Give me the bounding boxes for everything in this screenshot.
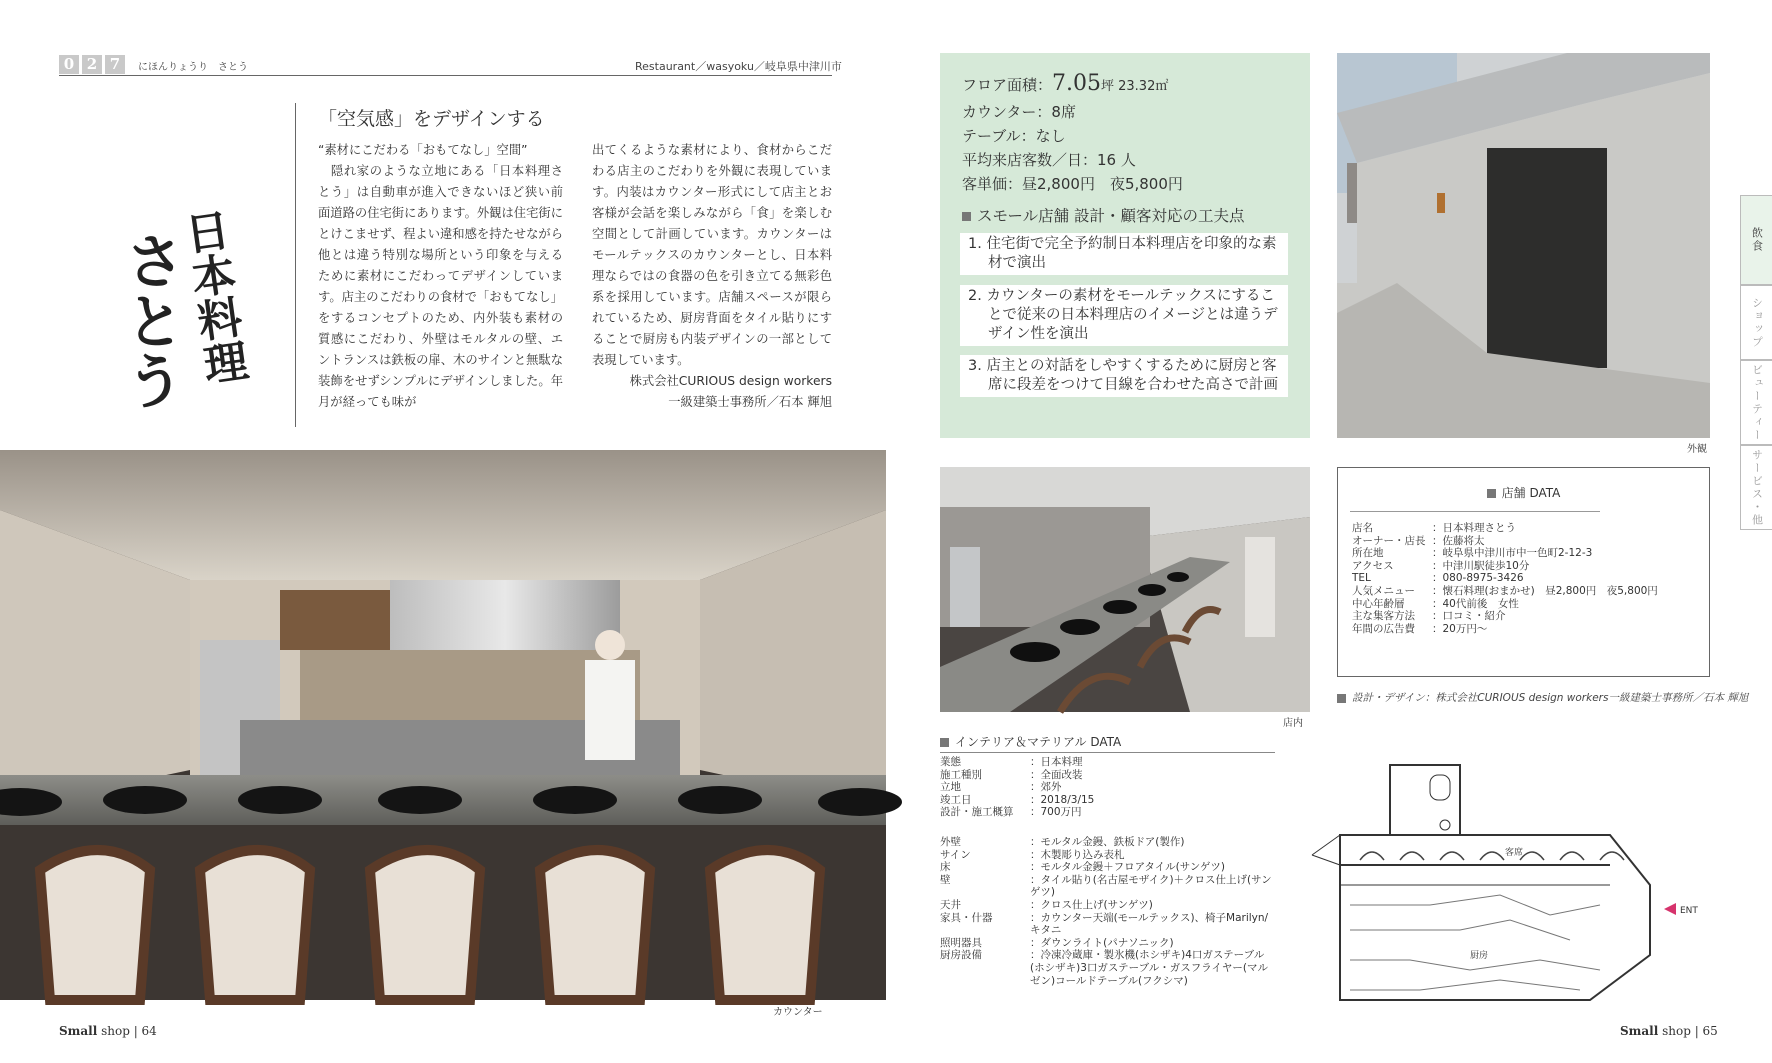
article-body: 出てくるような素材により、食材からこだわる店主のこだわりを外観に表現しています。内装はカウンター形式にして店主とお客様が会話を楽しみながら「食」を楽しむ空間として計画しています。カウンターはモールテックスのカウンターとし、日本料理ならではの食器の色を引き立てる無彩色系を採用しています。店舗スペースが限られているため、厨房背面をタイル貼りにすることで厨房も内装デザインの一部として表現しています。	[592, 143, 832, 367]
table-row: アクセス ：中津川駅徒歩10分	[1352, 559, 1530, 572]
table-row: 照明器具 ：ダウンライト(パナソニック)	[940, 936, 1174, 949]
header-category: Restaurant／wasyoku／岐阜県中津川市	[635, 60, 842, 73]
table-row: オーナー・店長 ：佐藤将太	[1352, 534, 1485, 547]
interior-photo	[940, 467, 1310, 712]
table-row: 所在地 ：岐阜県中津川市中一色町2-12-3	[1352, 547, 1593, 560]
table-row: 人気メニュー ：懐石料理(おまかせ) 昼2,800円 夜5,800円	[1352, 584, 1658, 597]
exterior-photo	[1337, 53, 1710, 438]
logo-divider	[295, 103, 296, 427]
interior-data-title: インテリア＆マテリアル DATA	[940, 733, 1121, 750]
plan-entrance-label: ENT	[1680, 906, 1698, 916]
counter-caption: カウンター	[773, 1007, 823, 1018]
table-row: 床 ：モルタル金鏝＋フロアタイル(サンゲツ)	[940, 861, 1225, 874]
table-row: 天井 ：クロス仕上げ(サンゲツ)	[940, 898, 1153, 911]
table-row: 設計・施工概算 ：700万円	[940, 806, 1082, 819]
floor-area-value: 7.05	[1052, 71, 1101, 96]
article-column-1	[318, 140, 563, 413]
table-row: 業態 ：日本料理	[940, 756, 1083, 768]
table-row: TEL ：080-8975-3426	[1352, 572, 1524, 585]
table-row: 施工種別 ：全面改装	[940, 768, 1083, 781]
square-bullet-icon	[962, 212, 971, 221]
footer-right	[1620, 1024, 1718, 1038]
feature-item: 3. 店主との対話をしやすくするために厨房と客席に段差をつけて目線を合わせた高さで計画	[960, 355, 1288, 397]
page-number-digit: 2	[82, 55, 102, 74]
table-row: 主な集客方法 ：口コミ・紹介	[1352, 610, 1506, 623]
average-visitors: 平均来店客数／日：16 人	[962, 151, 1136, 169]
entrance-arrow-icon	[1664, 903, 1676, 915]
page-number-digit: 7	[105, 55, 125, 74]
table-seats: テーブル：なし	[962, 127, 1066, 145]
article-credit: 一級建築士事務所／石本 輝旭	[668, 395, 832, 409]
page-number-box	[59, 55, 125, 74]
features-title: スモール店舗 設計・顧客対応の工夫点	[962, 205, 1245, 229]
floor-area-unit: 坪 23.32㎡	[1101, 79, 1169, 94]
interior-data-table-2	[940, 836, 1280, 987]
article-lead: “素材にこだわる「おもてなし」空間”	[318, 143, 528, 157]
header-rule	[59, 75, 832, 76]
footer-brand-bold: Small	[59, 1024, 98, 1038]
feature-item: 1. 住宅街で完全予約制日本料理店を印象的な素材で演出	[960, 233, 1288, 275]
plan-seat-label: 客席	[1505, 848, 1524, 858]
header-reading: にほんりょうり さとう	[138, 62, 248, 73]
store-data-rule	[1350, 511, 1600, 512]
article-headline: 「空気感」をデザインする	[318, 108, 545, 130]
table-row: サイン ：木製彫り込み表札	[940, 848, 1125, 861]
footer-page: shop | 64	[97, 1024, 157, 1038]
plan-kitchen-label: 厨房	[1470, 951, 1489, 961]
interior-caption: 店内	[1283, 718, 1303, 729]
square-bullet-icon	[1337, 694, 1346, 703]
interior-data-table-1	[940, 756, 1280, 819]
unit-price: 客単価：昼2,800円 夜5,800円	[962, 175, 1183, 193]
footer-left	[59, 1024, 157, 1038]
feature-item: 2. カウンターの素材をモールテックスにすることで従来の日本料理店のイメージとは違うデザイン性を演出	[960, 285, 1288, 346]
counter-photo	[0, 450, 886, 1000]
store-data-table	[1352, 522, 1662, 635]
svg-text:さとう: さとう	[115, 230, 185, 410]
side-tab-service[interactable]: サービス・他	[1740, 445, 1772, 530]
page-number-digit: 0	[59, 55, 79, 74]
interior-data-rule	[940, 752, 1275, 753]
design-credit: 設計・デザイン：株式会社CURIOUS design workers一級建築士事務所／石本 輝旭	[1337, 690, 1748, 705]
article-column-2	[592, 140, 832, 413]
side-tab-food[interactable]: 飲食	[1740, 195, 1772, 285]
footer-brand-bold: Small	[1620, 1024, 1659, 1038]
svg-text:日本料理: 日本料理	[174, 206, 250, 388]
table-row: 店名 ：日本料理さとう	[1352, 522, 1516, 534]
square-bullet-icon	[940, 738, 949, 747]
floor-area-label: フロア面積：	[962, 76, 1053, 94]
counter-seats: カウンター：8席	[962, 103, 1076, 121]
square-bullet-icon	[1487, 489, 1496, 498]
table-row: 壁 ：タイル貼り(名古屋モザイク)＋クロス仕上げ(サンゲツ)	[940, 873, 1272, 899]
article-body: 隠れ家のような立地にある「日本料理さとう」は自動車が進入できないほど狭い前面道路の住宅街にあります。外観は住宅街にとけこませず、程よい違和感を持たせながら他とは違う特別な場所という印象を与えるために素材にこだわってデザインしています。店主のこだわりの食材で「おもてなし」をするコンセプトのため、内外装も素材の質感にこだわり、外壁はモルタルの壁、エントランスは鉄板の扉、木のサインと無駄な装飾をせずシンプルにデザインしました。年月が経っても味が	[318, 164, 563, 409]
exterior-caption: 外観	[1687, 444, 1707, 455]
table-row: 立地 ：郊外	[940, 781, 1062, 794]
table-row: 家具・什器 ：カウンター天端(モールテックス)、椅子Marilyn/キタニ	[940, 911, 1269, 937]
footer-page: shop | 65	[1658, 1024, 1718, 1038]
table-row: 中心年齢層 ：40代前後 女性	[1352, 597, 1519, 610]
store-data-title: 店舗 DATA	[1338, 484, 1709, 501]
table-row: 外壁 ：モルタル金鏝、鉄板ドア(製作)	[940, 836, 1185, 848]
table-row: 厨房設備 ：冷凍冷蔵庫・製氷機(ホシザキ)4口ガステーブル(ホシザキ)3口ガステーブル・ガスフライヤー(マルゼン)コールドテーブル(フクシマ)	[940, 949, 1268, 987]
side-tab-shop[interactable]: ショップ	[1740, 285, 1772, 360]
floor-area	[962, 72, 1168, 99]
store-data-box	[1337, 467, 1710, 677]
shop-logo	[110, 150, 250, 410]
floor-plan	[1310, 755, 1710, 1005]
table-row: 年間の広告費 ：20万円〜	[1352, 622, 1488, 635]
article-credit: 株式会社CURIOUS design workers	[629, 374, 832, 388]
table-row: 竣工日 ：2018/3/15	[940, 793, 1095, 806]
side-tab-beauty[interactable]: ビューティー	[1740, 360, 1772, 445]
